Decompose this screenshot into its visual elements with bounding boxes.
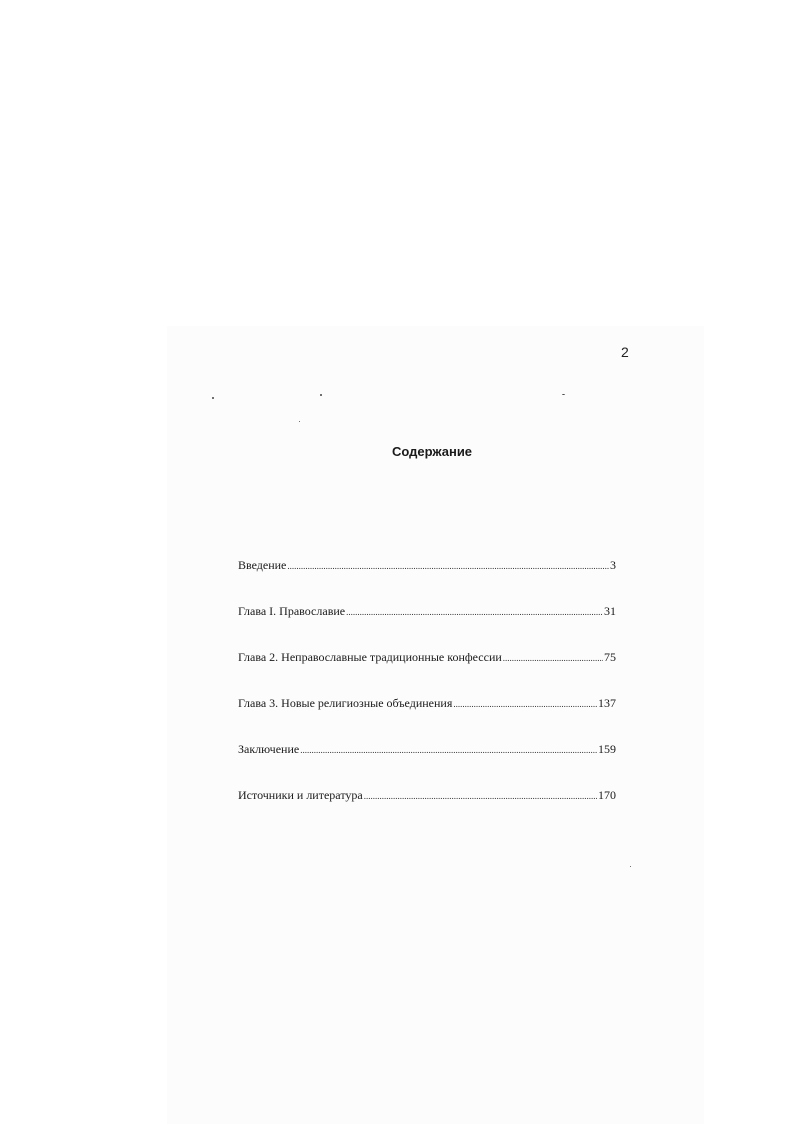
toc-leader-dots	[287, 558, 609, 573]
toc-entry-page: 159	[598, 742, 616, 756]
toc-entry-introduction	[238, 558, 616, 604]
scan-speck	[630, 866, 631, 867]
scan-speck	[562, 394, 565, 395]
toc-entry-chapter-2	[238, 650, 616, 696]
table-of-contents	[238, 558, 616, 834]
scan-speck	[299, 421, 300, 422]
toc-entry-chapter-1	[238, 604, 616, 650]
toc-entry-label: Введение	[238, 558, 287, 572]
toc-entry-chapter-3	[238, 696, 616, 742]
toc-entry-page: 31	[604, 604, 616, 618]
toc-leader-dots	[346, 604, 603, 619]
toc-entry-page: 137	[598, 696, 616, 710]
toc-entry-sources	[238, 788, 616, 834]
toc-entry-conclusion	[238, 742, 616, 788]
scan-speck	[320, 394, 322, 396]
toc-entry-page: 170	[598, 788, 616, 802]
toc-entry-page: 75	[604, 650, 616, 664]
toc-entry-label: Глава 2. Неправославные традиционные конфессии	[238, 650, 502, 664]
toc-entry-label: Глава 3. Новые религиозные объединения	[238, 696, 453, 710]
toc-leader-dots	[503, 650, 603, 665]
scan-speck	[212, 397, 214, 399]
toc-entry-label: Глава I. Православие	[238, 604, 346, 618]
toc-leader-dots	[364, 788, 597, 803]
toc-leader-dots	[453, 696, 597, 711]
toc-leader-dots	[300, 742, 597, 757]
toc-entry-label: Источники и литература	[238, 788, 363, 802]
page-number: 2	[621, 344, 629, 360]
toc-entry-page: 3	[610, 558, 616, 572]
page-title: Содержание	[391, 444, 473, 459]
toc-entry-label: Заключение	[238, 742, 300, 756]
